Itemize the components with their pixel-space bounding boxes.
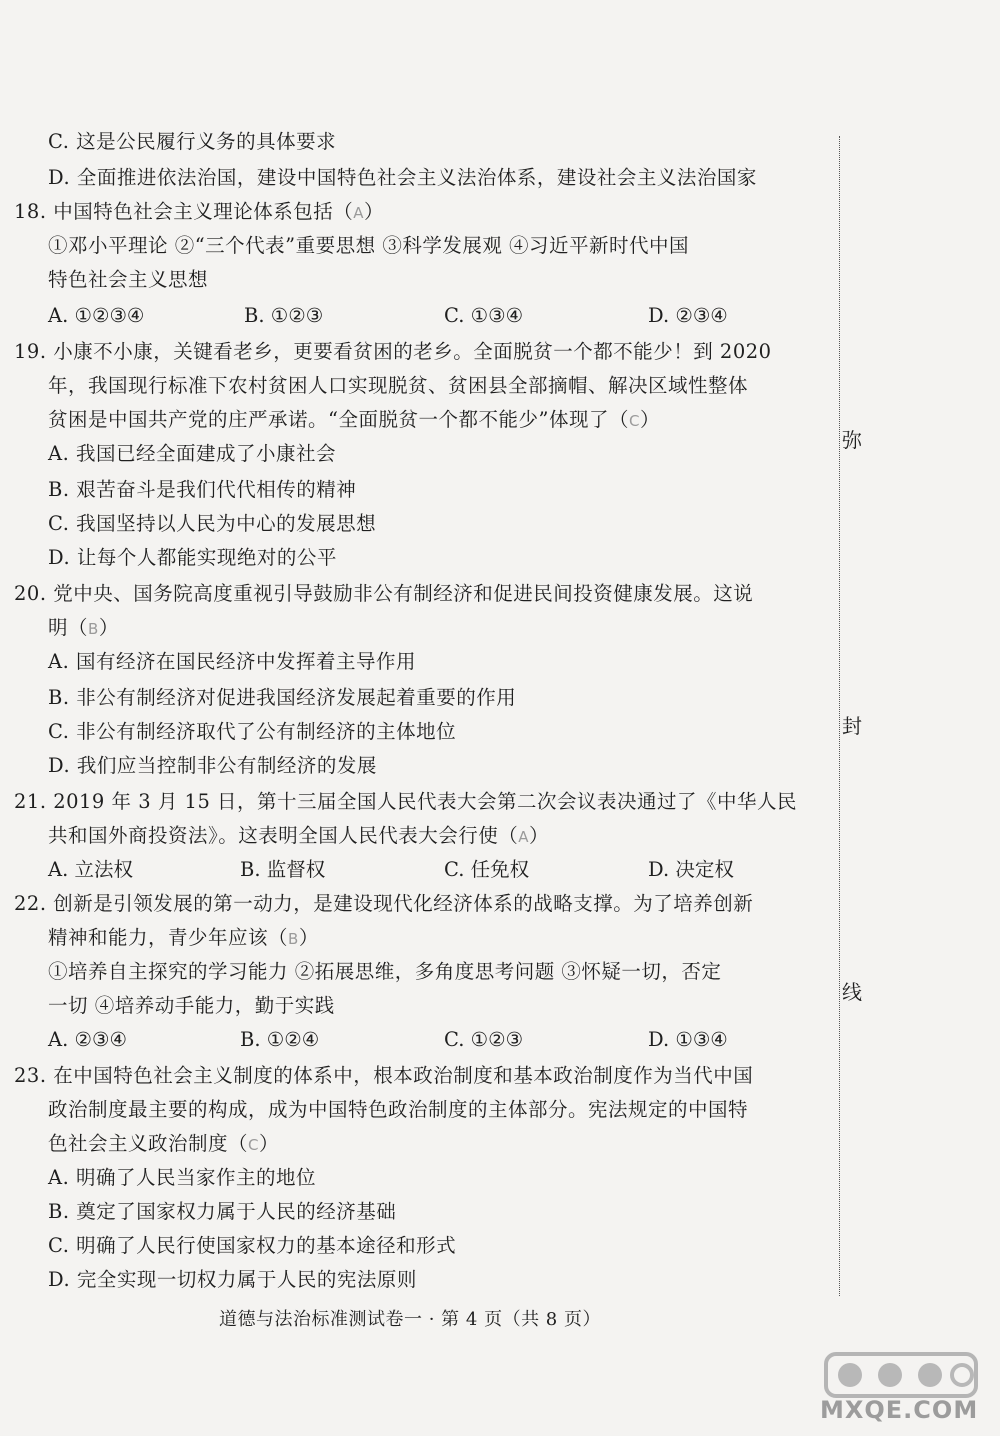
q18-items-2: 特色社会主义思想 [48, 268, 209, 291]
q22-items-1: ①培养自主探究的学习能力 ②拓展思维，多角度思考问题 ③怀疑一切，否定 [48, 960, 722, 983]
q21-answer: A [518, 828, 530, 846]
q18-option-c: C. ①③④ [444, 304, 524, 327]
q20-stem-2 [48, 614, 119, 643]
q22-stem-1: 22. 创新是引领发展的第一动力，是建设现代化经济体系的战略支撑。为了培养创新 [14, 892, 754, 915]
q21-stem-2 [48, 822, 549, 851]
q20-stem-1: 20. 党中央、国务院高度重视引导鼓励非公有制经济和促进民间投资健康发展。这说 [14, 582, 754, 605]
q22-answer: B [288, 930, 299, 948]
q21-stem-1: 21. 2019 年 3 月 15 日，第十三届全国人民代表大会第二次会议表决通过了《中华人民 [14, 790, 798, 813]
q23-stem-2: 政治制度最主要的构成，成为中国特色政治制度的主体部分。宪法规定的中国特 [48, 1098, 749, 1121]
q22-stem-text: 精神和能力，青少年应该（ [48, 926, 289, 949]
q21-option-d: D. 决定权 [648, 858, 734, 881]
q20-option-a: A. 国有经济在国民经济中发挥着主导作用 [48, 650, 416, 673]
q23-answer: C [248, 1136, 259, 1154]
q19-stem-text: 贫困是中国共产党的庄严承诺。“全面脱贫一个都不能少”体现了（ [48, 408, 629, 431]
q20-option-b: B. 非公有制经济对促进我国经济发展起着重要的作用 [48, 686, 517, 709]
q23-option-c: C. 明确了人民行使国家权力的基本途径和形式 [48, 1234, 457, 1257]
q20-stem-text: 明（ [48, 616, 89, 639]
q19-option-c: C. 我国坚持以人民为中心的发展思想 [48, 512, 377, 535]
seal-char-xian: 线 [842, 976, 862, 1008]
q22-stem-2 [48, 924, 319, 953]
q22-stem-end: ） [298, 926, 319, 949]
q20-option-c: C. 非公有制经济取代了公有制经济的主体地位 [48, 720, 457, 743]
q20-stem-end: ） [98, 616, 119, 639]
q19-stem-3 [48, 406, 660, 435]
q23-stem-1: 23. 在中国特色社会主义制度的体系中，根本政治制度和基本政治制度作为当代中国 [14, 1064, 754, 1087]
q21-option-b: B. 监督权 [240, 858, 326, 881]
q19-stem-1: 19. 小康不小康，关键看老乡，更要看贫困的老乡。全面脱贫一个都不能少！到 2020 [14, 340, 772, 363]
q18-items-1: ①邓小平理论 ②“三个代表”重要思想 ③科学发展观 ④习近平新时代中国 [48, 234, 690, 257]
q22-option-b: B. ①②④ [240, 1028, 320, 1051]
q18-answer: A [353, 204, 364, 222]
q17-option-c: C. 这是公民履行义务的具体要求 [48, 130, 337, 153]
q21-option-a: A. 立法权 [48, 858, 133, 881]
q23-stem-3 [48, 1130, 279, 1159]
q19-stem-end: ） [639, 408, 660, 431]
q18-option-b: B. ①②③ [244, 304, 324, 327]
q21-stem-text: 共和国外商投资法》。这表明全国人民代表大会行使（ [48, 824, 519, 847]
q23-stem-end: ） [259, 1132, 280, 1155]
q20-option-d: D. 我们应当控制非公有制经济的发展 [48, 754, 377, 777]
q22-options [0, 1026, 780, 1054]
q19-option-a: A. 我国已经全面建成了小康社会 [48, 442, 336, 465]
q22-option-d: D. ①③④ [648, 1028, 728, 1051]
page-footer: 道德与法治标准测试卷一 · 第 4 页（共 8 页） [219, 1309, 601, 1330]
watermark-text: MXQE.COM [820, 1396, 979, 1424]
q23-stem-text: 色社会主义政治制度（ [48, 1132, 249, 1155]
q17-option-d: D. 全面推进依法治国，建设中国特色社会主义法治体系，建设社会主义法治国家 [48, 166, 757, 189]
q23-option-a: A. 明确了人民当家作主的地位 [48, 1166, 316, 1189]
q18-options [0, 302, 780, 330]
q18-stem-end: ） [363, 200, 384, 223]
q22-option-c: C. ①②③ [444, 1028, 524, 1051]
q23-option-b: B. 奠定了国家权力属于人民的经济基础 [48, 1200, 397, 1223]
q23-option-d: D. 完全实现一切权力属于人民的宪法原则 [48, 1268, 417, 1291]
q21-option-c: C. 任免权 [444, 858, 530, 881]
q19-option-b: B. 艰苦奋斗是我们代代相传的精神 [48, 478, 357, 501]
q18-option-d: D. ②③④ [648, 304, 728, 327]
q20-answer: B [88, 620, 99, 638]
q21-stem-end: ） [529, 824, 550, 847]
q19-answer: C [628, 412, 640, 430]
q18-option-a: A. ①②③④ [48, 304, 145, 327]
q19-stem-2: 年，我国现行标准下农村贫困人口实现脱贫、贫困县全部摘帽、解决区域性整体 [48, 374, 749, 397]
q18-stem-text: 18. 中国特色社会主义理论体系包括（ [14, 200, 354, 223]
q22-option-a: A. ②③④ [48, 1028, 127, 1051]
seal-char-feng: 封 [842, 710, 862, 742]
q18-stem [14, 198, 384, 227]
q19-option-d: D. 让每个人都能实现绝对的公平 [48, 546, 337, 569]
q21-options [0, 856, 780, 884]
seal-char-mi: 弥 [842, 424, 862, 456]
seal-dotted-line [839, 136, 840, 1296]
q22-items-2: 一切 ④培养动手能力，勤于实践 [48, 994, 335, 1017]
